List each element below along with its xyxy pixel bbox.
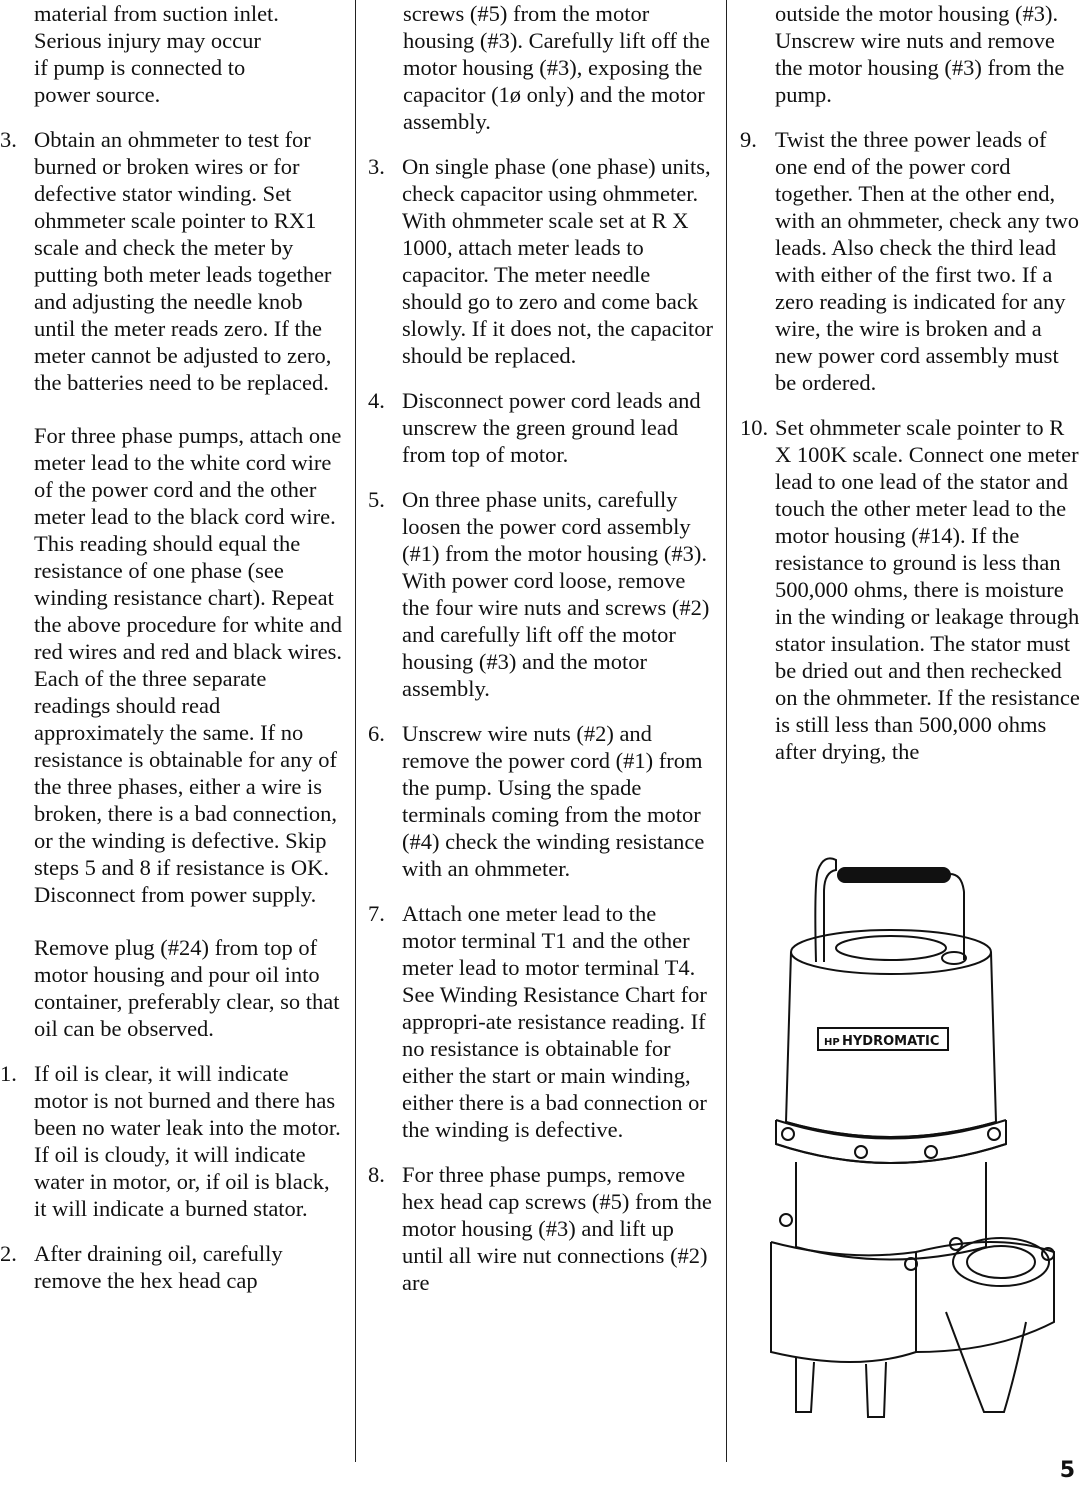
step-9-power-leads <box>740 126 1083 396</box>
column-left <box>0 0 343 1312</box>
brand-label: HYDROMATIC <box>842 1034 940 1049</box>
step-number: 10. <box>740 415 769 440</box>
step-number: 7. <box>368 901 385 926</box>
step-6-wire-nuts <box>368 720 713 882</box>
step-number: 3. <box>368 154 385 179</box>
pump-illustration <box>766 852 1078 1432</box>
brand-mark: HP <box>824 1037 840 1048</box>
continuation-text: outside the motor housing (#3). Unscrew wire nuts and remove the motor housing (#3) from the pump. <box>775 1 1065 107</box>
step-text: On single phase (one phase) units, check capacitor using ohmmeter. With ohmmeter scale set at R X 1000, attach meter leads to capacitor. The meter needle should go to zero and come back slowly. If it does not, the capacitor should be replaced. <box>402 154 713 368</box>
step-1-oil-check <box>0 1060 343 1222</box>
continuation-text: screws (#5) from the motor housing (#3). Carefully lift off the motor housing (#3), exposing the capacitor (1ø only) and the motor assembly. <box>403 1 711 134</box>
step-text: After draining oil, carefully remove the hex head cap <box>34 1241 283 1293</box>
step-text: Attach one meter lead to the motor terminal T1 and the other meter lead to motor terminal T4. See Winding Resistance Chart for appropri-ate resistance reading. If no resistance is obtainable for either the start or main winding, either there is a bad connection or the winding is defective. <box>402 901 707 1142</box>
step-number: 8. <box>368 1162 385 1187</box>
step-paragraph: Remove plug (#24) from top of motor housing and pour oil into container, preferably clear, so that oil can be observed. <box>34 935 340 1041</box>
continuation-text: material from suction inlet. Serious injury may occur if pump is connected to power source. <box>34 1 279 107</box>
step-2-drain-oil <box>0 1240 343 1294</box>
step-text: If oil is clear, it will indicate motor is not burned and there has been no water leak into the motor. If oil is cloudy, it will indicate water in motor, or, if oil is black, it will indicate a burned stator. <box>34 1061 341 1221</box>
step-paragraph: Obtain an ohmmeter to test for burned or broken wires or for defective stator winding. Set ohmmeter scale pointer to RX1 scale and check the meter by putting both meter leads together and adjusting the needle knob until the meter reads zero. If the meter cannot be adjusted to zero, the batteries need to be replaced. <box>34 127 332 395</box>
step-text: Unscrew wire nuts (#2) and remove the power cord (#1) from the pump. Using the spade terminals coming from the motor (#4) check the winding resistance with an ohmmeter. <box>402 721 705 881</box>
step-8-hex-screws <box>368 1161 713 1296</box>
column-divider-left <box>355 0 356 1462</box>
step-number: 2. <box>0 1241 17 1266</box>
step-number: 1. <box>0 1061 17 1086</box>
step-number: 9. <box>740 127 757 152</box>
step-text: For three phase pumps, remove hex head cap screws (#5) from the motor housing (#3) and lift up until all wire nut connections (#2) are <box>402 1162 712 1295</box>
step-3-ohmmeter-test <box>0 126 343 1042</box>
step-text: Disconnect power cord leads and unscrew the green ground lead from top of motor. <box>402 388 701 467</box>
step-4-disconnect <box>368 387 713 468</box>
handle-grip <box>838 868 950 882</box>
step-text: Twist the three power leads of one end of the power cord together. Then at the other end, with an ohmmeter, check any two leads. Also check the third lead with either of the first two. If a zero reading is indicated for any wire, the wire is broken and a new power cord assembly must be ordered. <box>775 127 1080 395</box>
column-middle <box>368 0 713 1314</box>
step-10-insulation <box>740 414 1083 765</box>
column-right <box>740 0 1083 783</box>
step-text: Set ohmmeter scale pointer to R X 100K scale. Connect one meter lead to one lead of the stator and touch the other meter lead to the motor housing (#14). If the resistance to ground is less than 500,000 ohms, there is moisture in the winding or leakage through stator insulation. The stator must be dried out and then rechecked on the ohmmeter. If the resistance is still less than 500,000 ohms after drying, the <box>775 415 1080 764</box>
page-number: 5 <box>1059 1458 1075 1483</box>
step-number: 3. <box>0 127 17 152</box>
step-3-capacitor <box>368 153 713 369</box>
step-text: On three phase units, carefully loosen the power cord assembly (#1) from the motor housing (#3). With power cord loose, remove the four wire nuts and screws (#2) and carefully lift off the motor housing (#3) and the motor assembly. <box>402 487 710 701</box>
step-7-terminals <box>368 900 713 1143</box>
step-number: 5. <box>368 487 385 512</box>
step-number: 6. <box>368 721 385 746</box>
step-number: 4. <box>368 388 385 413</box>
column-divider-right <box>726 0 727 1462</box>
step-5-three-phase <box>368 486 713 702</box>
step-paragraph: For three phase pumps, attach one meter lead to the white cord wire of the power cord and the other meter lead to the black cord wire. This reading should equal the resistance of one phase (see winding resistance chart). Repeat the above procedure for white and red wires and red and black wires. Each of the three separate readings should read approximately the same. If no resistance is obtainable for any of the three phases, either a wire is broken, there is a bad connection, or the winding is defective. Skip steps 5 and 8 if resistance is OK. Disconnect from power supply. <box>34 423 343 907</box>
